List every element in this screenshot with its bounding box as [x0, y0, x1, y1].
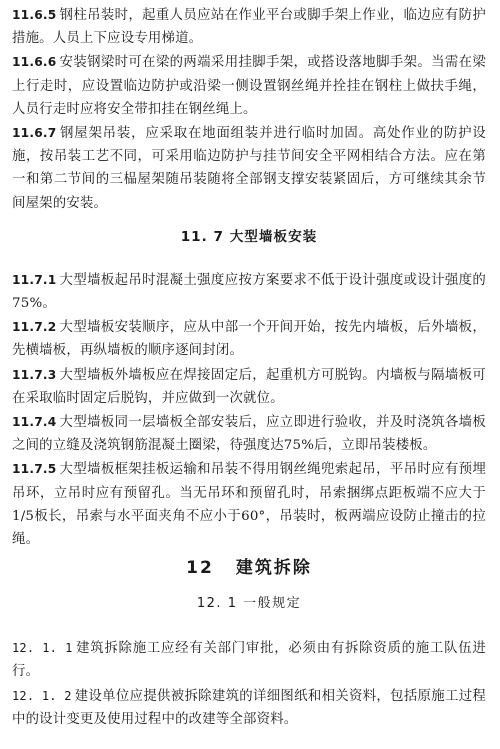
- clause-11-7-2: [12, 316, 486, 362]
- clause-number: 12. 1. 1: [12, 641, 73, 656]
- clause-11-7-3: [12, 364, 486, 410]
- clause-11-6-6: [12, 51, 486, 121]
- clause-text: 大型墙板同一层墙板全部安装后，应立即进行验收，并及时浇筑各墙板之间的立缝及浇筑钢筋混凝土圈梁，待强度达75%后，立即吊装楼板。: [12, 415, 486, 454]
- clause-number: 11.7.5: [12, 462, 57, 477]
- clause-text: 安装钢梁时可在梁的两端采用挂脚手架，或搭设落地脚手架。当需在梁上行走时，应设置临边防护或沿梁一侧设置钢丝绳并拴挂在钢柱上做扶手绳，人员行走时应将安全带扣挂在钢丝绳上。: [12, 55, 486, 117]
- clause-text: 大型墙板安装顺序，应从中部一个开间开始，按先内墙板，后外墙板，先横墙板，再纵墙板的顺序逐间封闭。: [12, 320, 486, 359]
- clause-11-6-7: [12, 122, 486, 215]
- clause-text: 大型墙板外墙板应在焊接固定后，起重机方可脱钩。内墙板与隔墙板可在采取临时固定后脱钩，并应做到一次就位。: [12, 367, 486, 406]
- clause-11-6-5: [12, 4, 486, 50]
- clause-11-7-1: [12, 269, 486, 315]
- clause-11-7-4: [12, 411, 486, 457]
- clause-12-1-1: [12, 637, 486, 683]
- clause-text: 建设单位应提供被拆除建筑的详细图纸和相关资料，包括原施工过程中的设计变更及使用过程中的改建等全部资料。: [12, 688, 486, 727]
- chapter-number: 12: [186, 558, 214, 579]
- chapter-heading-12: [12, 555, 486, 581]
- clause-number: 12. 1. 2: [12, 688, 72, 703]
- clause-12-1-2: [12, 685, 486, 731]
- clause-text: 钢柱吊装时，起重人员应站在作业平台或脚手架上作业，临边应有防护措施。人员上下应设专用梯道。: [12, 8, 486, 47]
- chapter-title: 建筑拆除: [235, 558, 312, 579]
- clause-text: 大型墙板框架挂板运输和吊装不得用钢丝绳兜索起吊，平吊时应有预埋吊环，立吊时应有预留孔。当无吊环和预留孔时，吊索捆绑点距板端不应大于1/5板长，吊索与水平面夹角不应小于60°，吊装时，板两端应设防止撞击的拉绳。: [12, 462, 486, 548]
- clause-number: 11.6.7: [12, 126, 57, 141]
- clause-11-7-5: [12, 458, 486, 551]
- section-heading-12-1: 12. 1 一般规定: [196, 596, 302, 612]
- clause-number: 11.6.5: [12, 8, 57, 22]
- clause-number: 11.7.4: [12, 415, 57, 430]
- clause-text: 钢屋架吊装，应采取在地面组装并进行临时加固。高处作业的防护设施，按吊装工艺不同，可采用临边防护与挂节间安全平网相结合方法。应在第一和第二节间的三榀屋架随吊装随将全部钢支撑安装紧固后，方可继续其余节间屋架的安装。: [12, 126, 486, 211]
- clause-number: 11.7.3: [12, 367, 57, 382]
- clause-text: 大型墙板起吊时混凝土强度应按方案要求不低于设计强度或设计强度的75%。: [12, 272, 486, 312]
- clause-number: 11.6.6: [12, 55, 57, 70]
- clause-number: 11.7.2: [12, 320, 57, 335]
- clause-text: 建筑拆除施工应经有关部门审批，必须由有拆除资质的施工队伍进行。: [12, 641, 486, 680]
- section-heading-11-7: 11. 7 大型墙板安装: [180, 228, 318, 245]
- clause-number: 11.7.1: [12, 272, 57, 287]
